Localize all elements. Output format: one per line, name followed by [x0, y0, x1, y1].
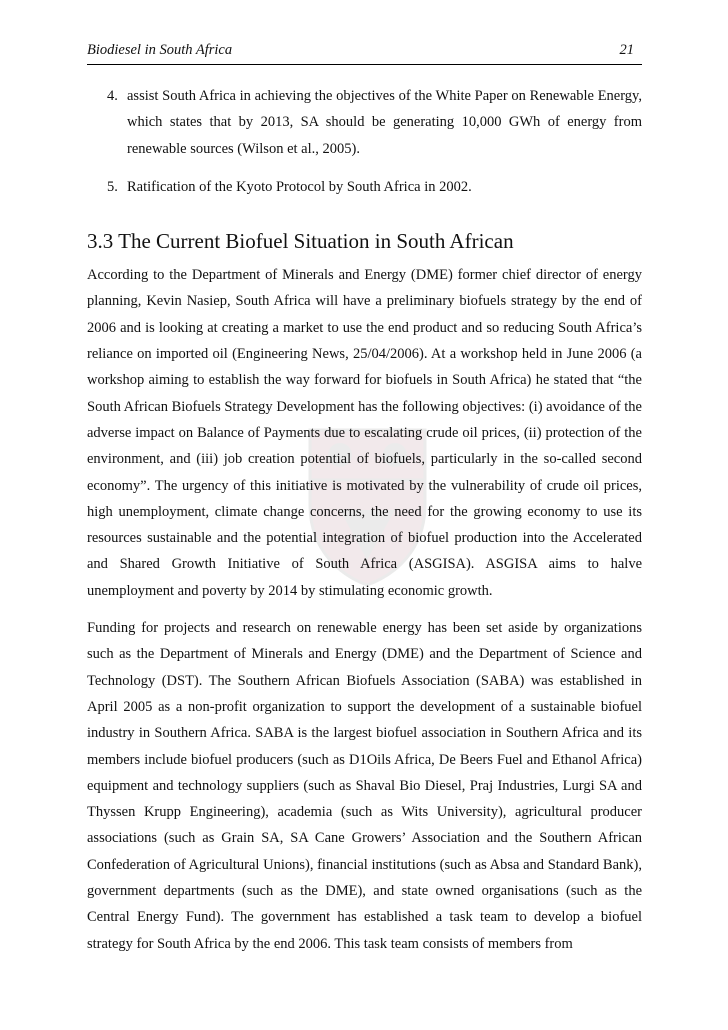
page-number: 21: [619, 42, 634, 58]
page-body: [87, 83, 642, 957]
list-item: [87, 83, 642, 162]
running-header: [87, 40, 642, 65]
list-item-number: 5.: [107, 178, 118, 195]
list-item: [87, 174, 642, 200]
list-item-number: 4.: [107, 88, 118, 104]
list-item-text: Ratification of the Kyoto Protocol by South Africa in 2002.: [127, 178, 472, 195]
paragraph: Funding for projects and research on renewable energy has been set aside by organizations such as the Department of Minerals and Energy (DME) and the Department of Science and Technology (DST). The Southern African Biofuels Association (SABA) was established in April 2005 as a non-profit organization to support the development of a sustainable biofuel industry in Southern Africa. SABA is the largest biofuel association in Southern Africa and its members include biofuel producers (such as D1Oils Africa, De Beers Fuel and Ethanol Africa) equipment and technology suppliers (such as Shaval Bio Diesel, Praj Industries, Lurgi SA and Thyssen Krupp Engineering), academia (such as Wits University), agricultural producer associations (such as Grain SA, SA Cane Growers’ Association and the Southern African Confederation of Agricultural Unions), financial institutions (such as Absa and Standard Bank), government departments (such as the DME), and state owned organisations (such as the Central Energy Fund). The government has established a task team to develop a biofuel strategy for South Africa by the end 2006. This task team consists of members from: [87, 620, 642, 952]
list-item-text: assist South Africa in achieving the objectives of the White Paper on Renewable Energy, which states that by 2013, SA should be generating 10,000 GWh of energy from renewable sources (Wilson et al., 2005).: [127, 88, 642, 157]
section-heading: 3.3 The Current Biofuel Situation in South African: [87, 229, 514, 254]
objectives-list: [87, 83, 642, 200]
header-title: Biodiesel in South Africa: [87, 42, 233, 58]
paragraph: According to the Department of Minerals and Energy (DME) former chief director of energy planning, Kevin Nasiep, South Africa will have a preliminary biofuels strategy by the end of 2006 and is looking at creating a market to use the end product and so reducing South Africa’s reliance on imported oil (Engineering News, 25/04/2006). At a workshop held in June 2006 (a workshop aiming to establish the way forward for biofuels in South Africa) he stated that “the South African Biofuels Strategy Development has the following objectives: (i) avoidance of the adverse impact on Balance of Payments due to escalating crude oil prices, (ii) protection of the environment, and (iii) job creation potential of biofuels, particularly in the so-called second economy”. The urgency of this initiative is motivated by the vulnerability of crude oil prices, high unemployment, climate change concerns, the need for the growing economy to use its resources sustainable and the potential integration of biofuel production into the Accelerated and Shared Growth Initiative of South Africa (ASGISA). ASGISA aims to halve unemployment and poverty by 2014 by stimulating economic growth.: [87, 267, 642, 599]
